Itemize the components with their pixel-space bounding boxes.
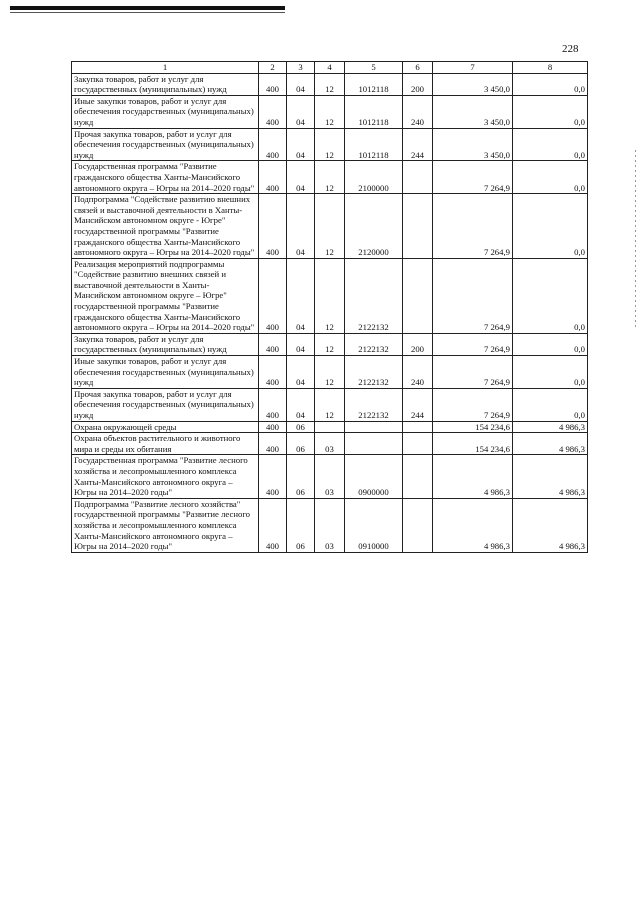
cell-target-article — [345, 433, 403, 455]
cell-target-article: 1012118 — [345, 128, 403, 161]
cell-target-article: 2122132 — [345, 356, 403, 389]
cell-amount-col8: 0,0 — [513, 356, 588, 389]
cell-section: 04 — [287, 356, 315, 389]
cell-expense-type: 240 — [403, 95, 433, 128]
cell-target-article: 1012118 — [345, 95, 403, 128]
cell-name: Охрана окружающей среды — [72, 421, 259, 433]
table-row — [72, 356, 588, 389]
table-header-row — [72, 62, 588, 74]
cell-amount-col8: 0,0 — [513, 258, 588, 333]
table-row — [72, 333, 588, 355]
cell-name: Реализация мероприятий подпрограммы "Содействие развитию внешних связей и выставочной деятельности в Ханты-Мансийском автономном округе – Югре" государственной программы "Развитие гражданского общества Ханты-Мансийского автономного округа – Югры на 2014–2020 годы" — [72, 258, 259, 333]
cell-name: Подпрограмма "Развитие лесного хозяйства" государственной программы "Развитие лесного хозяйства и лесопромышленного комплекса Ханты-Мансийского автономного округа – Югры на 2014–2020 годы" — [72, 498, 259, 552]
cell-subsection: 12 — [315, 128, 345, 161]
cell-expense-type — [403, 421, 433, 433]
column-header: 4 — [315, 62, 345, 74]
cell-target-article: 0910000 — [345, 498, 403, 552]
cell-amount-col8: 0,0 — [513, 194, 588, 259]
top-rule-thin — [10, 12, 285, 13]
cell-target-article: 2122132 — [345, 333, 403, 355]
cell-expense-type: 200 — [403, 73, 433, 95]
cell-name: Закупка товаров, работ и услуг для государственных (муниципальных) нужд — [72, 73, 259, 95]
table-row — [72, 421, 588, 433]
cell-target-article: 2122132 — [345, 388, 403, 421]
cell-subsection: 12 — [315, 194, 345, 259]
cell-expense-type: 200 — [403, 333, 433, 355]
cell-expense-type — [403, 498, 433, 552]
cell-subsection: 03 — [315, 498, 345, 552]
table-row — [72, 433, 588, 455]
cell-amount-col7: 3 450,0 — [433, 128, 513, 161]
cell-name: Прочая закупка товаров, работ и услуг для обеспечения государственных (муниципальных) нужд — [72, 388, 259, 421]
cell-section: 06 — [287, 455, 315, 498]
cell-name: Закупка товаров, работ и услуг для государственных (муниципальных) нужд — [72, 333, 259, 355]
column-header: 8 — [513, 62, 588, 74]
cell-expense-type — [403, 433, 433, 455]
cell-admin-code: 400 — [259, 433, 287, 455]
column-header: 7 — [433, 62, 513, 74]
cell-amount-col7: 7 264,9 — [433, 194, 513, 259]
table-body — [72, 73, 588, 552]
cell-section: 04 — [287, 388, 315, 421]
table-row — [72, 455, 588, 498]
table-row — [72, 388, 588, 421]
cell-target-article: 2122132 — [345, 258, 403, 333]
cell-admin-code: 400 — [259, 73, 287, 95]
cell-admin-code: 400 — [259, 128, 287, 161]
cell-amount-col8: 0,0 — [513, 73, 588, 95]
cell-section: 04 — [287, 73, 315, 95]
cell-amount-col7: 7 264,9 — [433, 161, 513, 194]
cell-amount-col8: 4 986,3 — [513, 433, 588, 455]
cell-expense-type: 244 — [403, 128, 433, 161]
top-rule — [10, 6, 285, 10]
table-row — [72, 73, 588, 95]
budget-table — [71, 61, 588, 553]
cell-amount-col7: 3 450,0 — [433, 73, 513, 95]
column-header: 1 — [72, 62, 259, 74]
scan-edge-mark — [635, 150, 636, 330]
cell-subsection: 12 — [315, 356, 345, 389]
cell-expense-type — [403, 194, 433, 259]
cell-amount-col7: 7 264,9 — [433, 333, 513, 355]
cell-section: 06 — [287, 433, 315, 455]
cell-subsection: 03 — [315, 455, 345, 498]
cell-section: 06 — [287, 498, 315, 552]
cell-amount-col8: 4 986,3 — [513, 455, 588, 498]
cell-expense-type — [403, 258, 433, 333]
cell-amount-col8: 0,0 — [513, 388, 588, 421]
cell-name: Прочая закупка товаров, работ и услуг для обеспечения государственных (муниципальных) нужд — [72, 128, 259, 161]
cell-name: Иные закупки товаров, работ и услуг для обеспечения государственных (муниципальных) нужд — [72, 95, 259, 128]
cell-section: 04 — [287, 95, 315, 128]
column-header: 2 — [259, 62, 287, 74]
table-row — [72, 95, 588, 128]
cell-subsection: 12 — [315, 388, 345, 421]
cell-subsection: 12 — [315, 333, 345, 355]
cell-target-article: 2120000 — [345, 194, 403, 259]
table-row — [72, 194, 588, 259]
cell-expense-type — [403, 455, 433, 498]
cell-amount-col8: 4 986,3 — [513, 421, 588, 433]
cell-target-article — [345, 421, 403, 433]
cell-admin-code: 400 — [259, 388, 287, 421]
cell-admin-code: 400 — [259, 333, 287, 355]
cell-amount-col8: 0,0 — [513, 95, 588, 128]
cell-target-article: 2100000 — [345, 161, 403, 194]
cell-section: 04 — [287, 258, 315, 333]
cell-name: Подпрограмма "Содействие развитию внешних связей и выставочной деятельности в Ханты-Мансийском автономном округе - Югре" государственной программы "Развитие гражданского общества Ханты-Мансийского автономного округа – Югры на 2014–2020 годы" — [72, 194, 259, 259]
cell-amount-col8: 0,0 — [513, 161, 588, 194]
column-header: 3 — [287, 62, 315, 74]
cell-amount-col8: 4 986,3 — [513, 498, 588, 552]
cell-admin-code: 400 — [259, 455, 287, 498]
cell-subsection: 03 — [315, 433, 345, 455]
cell-expense-type: 244 — [403, 388, 433, 421]
cell-subsection — [315, 421, 345, 433]
table-row — [72, 161, 588, 194]
cell-amount-col7: 154 234,6 — [433, 433, 513, 455]
cell-name: Охрана объектов растительного и животного мира и среды их обитания — [72, 433, 259, 455]
cell-amount-col7: 154 234,6 — [433, 421, 513, 433]
cell-admin-code: 400 — [259, 356, 287, 389]
cell-admin-code: 400 — [259, 161, 287, 194]
cell-admin-code: 400 — [259, 194, 287, 259]
cell-section: 04 — [287, 128, 315, 161]
cell-amount-col7: 3 450,0 — [433, 95, 513, 128]
cell-admin-code: 400 — [259, 95, 287, 128]
cell-amount-col7: 4 986,3 — [433, 455, 513, 498]
cell-section: 04 — [287, 333, 315, 355]
column-header: 5 — [345, 62, 403, 74]
cell-section: 04 — [287, 194, 315, 259]
cell-section: 06 — [287, 421, 315, 433]
column-header: 6 — [403, 62, 433, 74]
cell-admin-code: 400 — [259, 421, 287, 433]
table-row — [72, 258, 588, 333]
cell-name: Иные закупки товаров, работ и услуг для обеспечения государственных (муниципальных) нужд — [72, 356, 259, 389]
cell-name: Государственная программа "Развитие лесного хозяйства и лесопромышленного комплекса Ханты-Мансийского автономного округа – Югры на 2014–2020 годы" — [72, 455, 259, 498]
cell-expense-type: 240 — [403, 356, 433, 389]
cell-admin-code: 400 — [259, 258, 287, 333]
cell-amount-col7: 7 264,9 — [433, 356, 513, 389]
cell-amount-col7: 7 264,9 — [433, 258, 513, 333]
cell-subsection: 12 — [315, 95, 345, 128]
cell-target-article: 1012118 — [345, 73, 403, 95]
cell-admin-code: 400 — [259, 498, 287, 552]
table-row — [72, 498, 588, 552]
cell-name: Государственная программа "Развитие гражданского общества Ханты-Мансийского автономного округа – Югры на 2014–2020 годы" — [72, 161, 259, 194]
cell-expense-type — [403, 161, 433, 194]
page-number: 228 — [562, 43, 579, 55]
cell-section: 04 — [287, 161, 315, 194]
cell-target-article: 0900000 — [345, 455, 403, 498]
cell-amount-col7: 7 264,9 — [433, 388, 513, 421]
table-row — [72, 128, 588, 161]
cell-subsection: 12 — [315, 258, 345, 333]
cell-amount-col8: 0,0 — [513, 333, 588, 355]
cell-subsection: 12 — [315, 161, 345, 194]
cell-amount-col8: 0,0 — [513, 128, 588, 161]
cell-amount-col7: 4 986,3 — [433, 498, 513, 552]
cell-subsection: 12 — [315, 73, 345, 95]
